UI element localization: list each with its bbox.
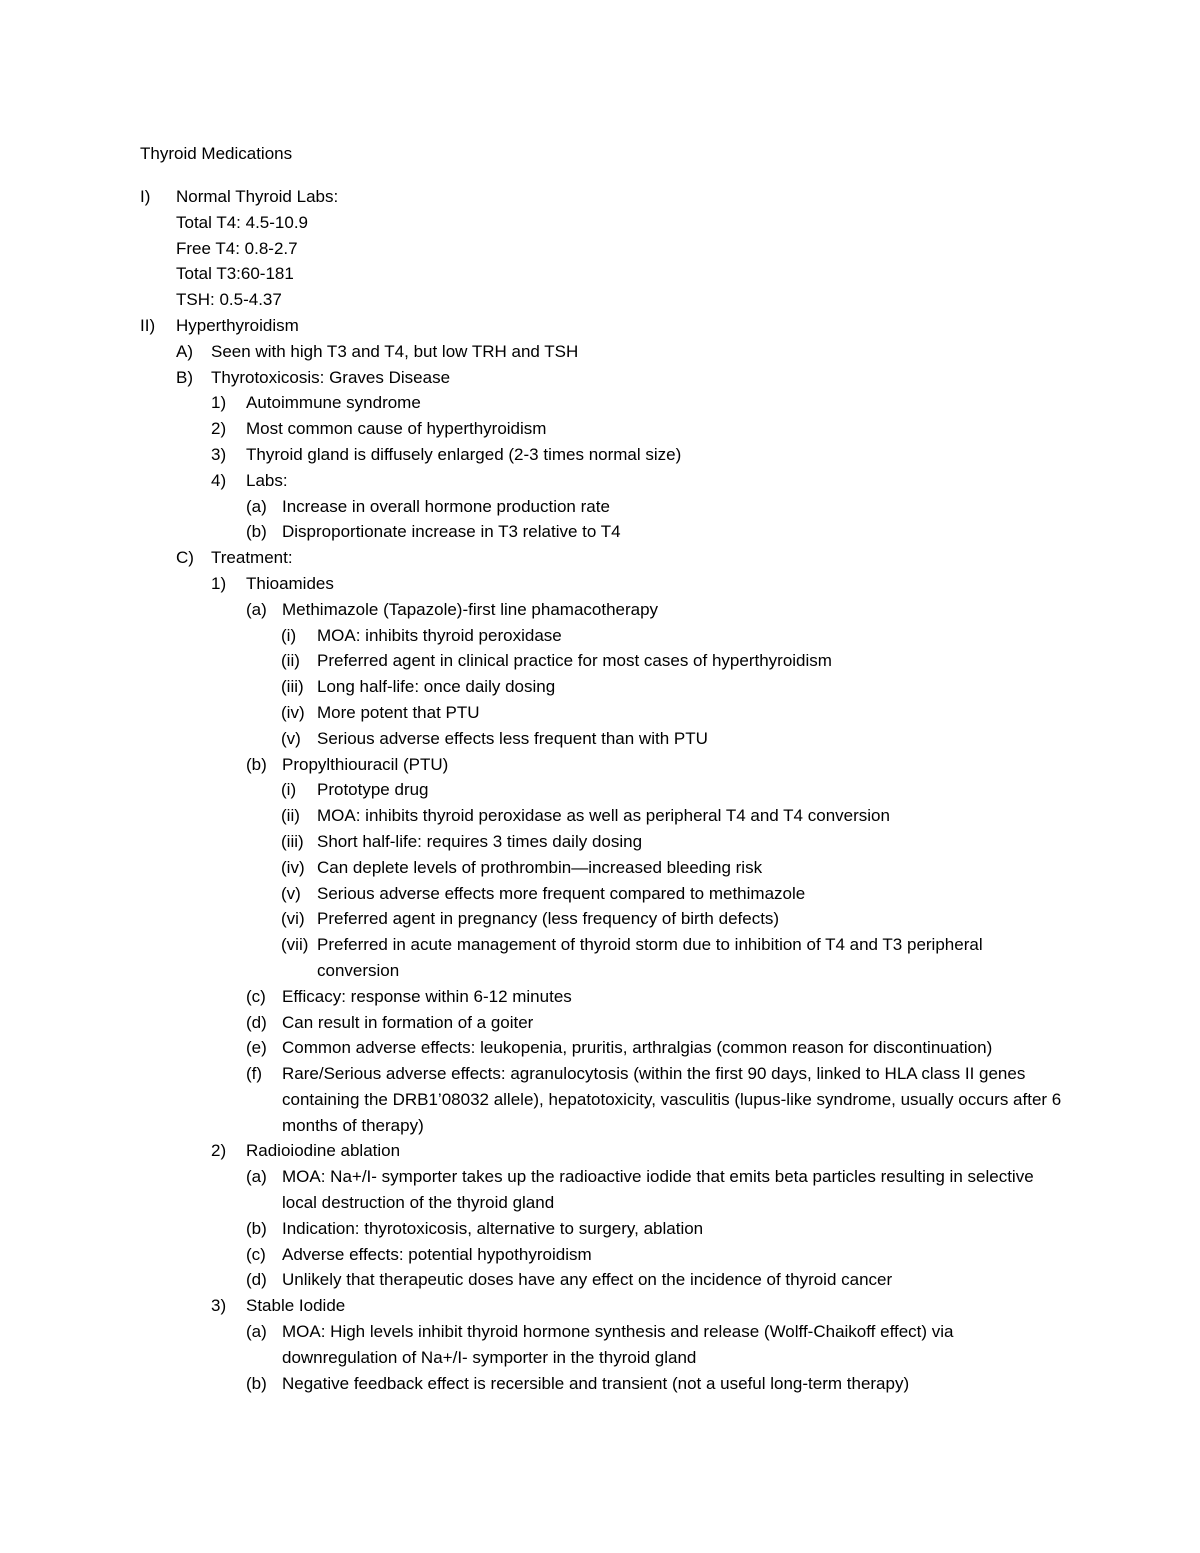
outline-item-marker: (b) (246, 754, 267, 774)
outline-item-marker: 1) (211, 573, 227, 593)
outline-item-text: Total T4: 4.5-10.9 (176, 212, 308, 232)
outline-item-text: Can deplete levels of prothrombin—increased bleeding risk (317, 857, 763, 877)
outline-item (0, 803, 1200, 829)
outline-item-text: MOA: inhibits thyroid peroxidase as well as peripheral T4 and T4 conversion (317, 806, 890, 826)
outline-item (0, 752, 1200, 778)
outline-item (0, 390, 1200, 416)
outline-item-marker: 1) (211, 393, 227, 413)
outline-item-text: Common adverse effects: leukopenia, pruritis, arthralgias (common reason for discontinuation) (282, 1038, 993, 1058)
outline-item-marker: (i) (281, 625, 297, 645)
outline-item-text: Treatment: (211, 548, 293, 568)
outline-item-text: Short half-life: requires 3 times daily dosing (317, 831, 643, 851)
outline-item-text: Efficacy: response within 6-12 minutes (282, 986, 572, 1006)
outline-item-marker: (v) (281, 728, 301, 748)
outline-item-marker: (d) (246, 1012, 267, 1032)
outline-item-text: Prototype drug (317, 780, 429, 800)
outline-list (0, 184, 1200, 1396)
outline-item-text: Rare/Serious adverse effects: agranulocytosis (within the first 90 days, linked to HLA class II genes containing the DRB1’08032 allele), hepatotoxicity, vasculitis (lupus-like syndrome, usually occurs after 6 months of therapy) (282, 1064, 1062, 1135)
outline-item (0, 313, 1200, 339)
outline-item-text: More potent that PTU (317, 702, 480, 722)
outline-item (0, 984, 1200, 1010)
outline-item-marker: (a) (246, 1322, 267, 1342)
outline-item-marker: 2) (211, 419, 227, 439)
outline-item-marker: (b) (246, 522, 267, 542)
outline-item-text: Radioiodine ablation (246, 1141, 401, 1161)
outline-item (0, 932, 1200, 984)
outline-item-text: Negative feedback effect is recersible and transient (not a useful long-term therapy) (282, 1373, 910, 1393)
outline-item-marker: (iv) (281, 857, 305, 877)
outline-item (0, 494, 1200, 520)
outline-item (0, 468, 1200, 494)
outline-item (0, 210, 1200, 236)
outline-item (0, 442, 1200, 468)
document-title: Thyroid Medications (140, 144, 293, 163)
outline-item-text: Total T3:60-181 (176, 264, 294, 284)
outline-item-text: Adverse effects: potential hypothyroidism (282, 1244, 592, 1264)
outline-item-marker: (vi) (281, 909, 305, 929)
outline-item (0, 1267, 1200, 1293)
outline-item-text: Labs: (246, 470, 288, 490)
outline-item-text: Increase in overall hormone production rate (282, 496, 610, 516)
outline-item-text: Normal Thyroid Labs: (176, 187, 339, 206)
outline-item-text: Long half-life: once daily dosing (317, 677, 556, 697)
outline-item (0, 623, 1200, 649)
outline-item-text: MOA: Na+/I- symporter takes up the radioactive iodide that emits beta particles resulting in selective local destruction of the thyroid gland (282, 1167, 1034, 1213)
outline-item (0, 1242, 1200, 1268)
outline-item-marker: (e) (246, 1038, 267, 1058)
outline-item-text: Autoimmune syndrome (246, 393, 421, 413)
outline-item-marker: (b) (246, 1373, 267, 1393)
outline-item-text: Stable Iodide (246, 1296, 346, 1316)
outline-item-marker: (ii) (281, 806, 300, 826)
outline-item-text: Serious adverse effects more frequent compared to methimazole (317, 883, 806, 903)
outline-item (0, 1061, 1200, 1138)
outline-item (0, 184, 1200, 210)
outline-item (0, 881, 1200, 907)
outline-item (0, 1035, 1200, 1061)
outline-item-text: Preferred agent in clinical practice for most cases of hyperthyroidism (317, 651, 832, 671)
outline-item-text: Indication: thyrotoxicosis, alternative to surgery, ablation (282, 1218, 704, 1238)
outline-item-marker: A) (176, 341, 193, 361)
outline-item-marker: (v) (281, 883, 301, 903)
outline-item (0, 287, 1200, 313)
outline-item-marker: I) (140, 187, 151, 206)
outline-item (0, 1138, 1200, 1164)
outline-item (0, 1319, 1200, 1371)
outline-item-marker: (d) (246, 1270, 267, 1290)
outline-item (0, 855, 1200, 881)
outline-item-text: Thyroid gland is diffusely enlarged (2-3 times normal size) (246, 444, 682, 464)
outline-item-text: Serious adverse effects less frequent than with PTU (317, 728, 708, 748)
outline-item (0, 519, 1200, 545)
outline-item-marker: (c) (246, 1244, 266, 1264)
outline-item-text: Thioamides (246, 573, 334, 593)
outline-item-text: Propylthiouracil (PTU) (282, 754, 449, 774)
outline-item (0, 726, 1200, 752)
outline-item-marker: (a) (246, 1167, 267, 1187)
outline-item-text: MOA: High levels inhibit thyroid hormone synthesis and release (Wolff-Chaikoff effect) via downregulation of Na+/I- symporter in the thyroid gland (282, 1322, 954, 1367)
outline-item (0, 906, 1200, 932)
outline-item-marker: (i) (281, 780, 297, 800)
outline-item-text: Preferred agent in pregnancy (less frequency of birth defects) (317, 909, 780, 929)
outline-item-text: Can result in formation of a goiter (282, 1012, 534, 1032)
outline-item (0, 674, 1200, 700)
outline-item (0, 1164, 1200, 1216)
outline-item-text: Hyperthyroidism (176, 315, 299, 335)
outline-item-text: Unlikely that therapeutic doses have any effect on the incidence of thyroid cancer (282, 1270, 893, 1290)
outline-item (0, 339, 1200, 365)
outline-item-marker: (iii) (281, 831, 304, 851)
outline-item (0, 1010, 1200, 1036)
outline-item-marker: (vii) (281, 935, 309, 955)
outline-item-marker: (b) (246, 1218, 267, 1238)
outline-item (0, 829, 1200, 855)
outline-item-marker: (a) (246, 599, 267, 619)
outline-item (0, 700, 1200, 726)
outline-item-marker: (iii) (281, 677, 304, 697)
outline-item (0, 1371, 1200, 1397)
outline-item-marker: (ii) (281, 651, 300, 671)
outline-item-marker: (f) (246, 1064, 263, 1084)
outline-item-marker: II) (140, 315, 156, 335)
outline-item (0, 597, 1200, 623)
outline-item-text: Thyrotoxicosis: Graves Disease (211, 367, 451, 387)
outline-item-text: Methimazole (Tapazole)-first line phamacotherapy (282, 599, 659, 619)
outline-item-text: Seen with high T3 and T4, but low TRH and TSH (211, 341, 579, 361)
outline-item (0, 236, 1200, 262)
outline-item (0, 777, 1200, 803)
outline-item-marker: (c) (246, 986, 266, 1006)
outline-item (0, 416, 1200, 442)
outline-item-text: Disproportionate increase in T3 relative to T4 (282, 522, 621, 542)
outline-item (0, 365, 1200, 391)
outline-item-marker: 2) (211, 1141, 227, 1161)
outline-item (0, 648, 1200, 674)
outline-item-marker: (a) (246, 496, 267, 516)
outline-item-marker: B) (176, 367, 193, 387)
outline-item (0, 545, 1200, 571)
outline-item-text: TSH: 0.5-4.37 (176, 290, 282, 310)
outline-item-text: Most common cause of hyperthyroidism (246, 419, 547, 439)
outline-item-text: Free T4: 0.8-2.7 (176, 238, 298, 258)
outline-item (0, 571, 1200, 597)
outline-item-text: MOA: inhibits thyroid peroxidase (317, 625, 562, 645)
outline-item-marker: (iv) (281, 702, 305, 722)
outline-item-text: Preferred in acute management of thyroid storm due to inhibition of T4 and T3 peripheral conversion (317, 935, 983, 980)
outline-item (0, 1216, 1200, 1242)
outline-item-marker: 3) (211, 444, 227, 464)
outline-item-marker: 3) (211, 1296, 227, 1316)
outline-item-marker: 4) (211, 470, 227, 490)
outline-item (0, 1293, 1200, 1319)
outline-item (0, 261, 1200, 287)
outline-item-marker: C) (176, 548, 194, 568)
